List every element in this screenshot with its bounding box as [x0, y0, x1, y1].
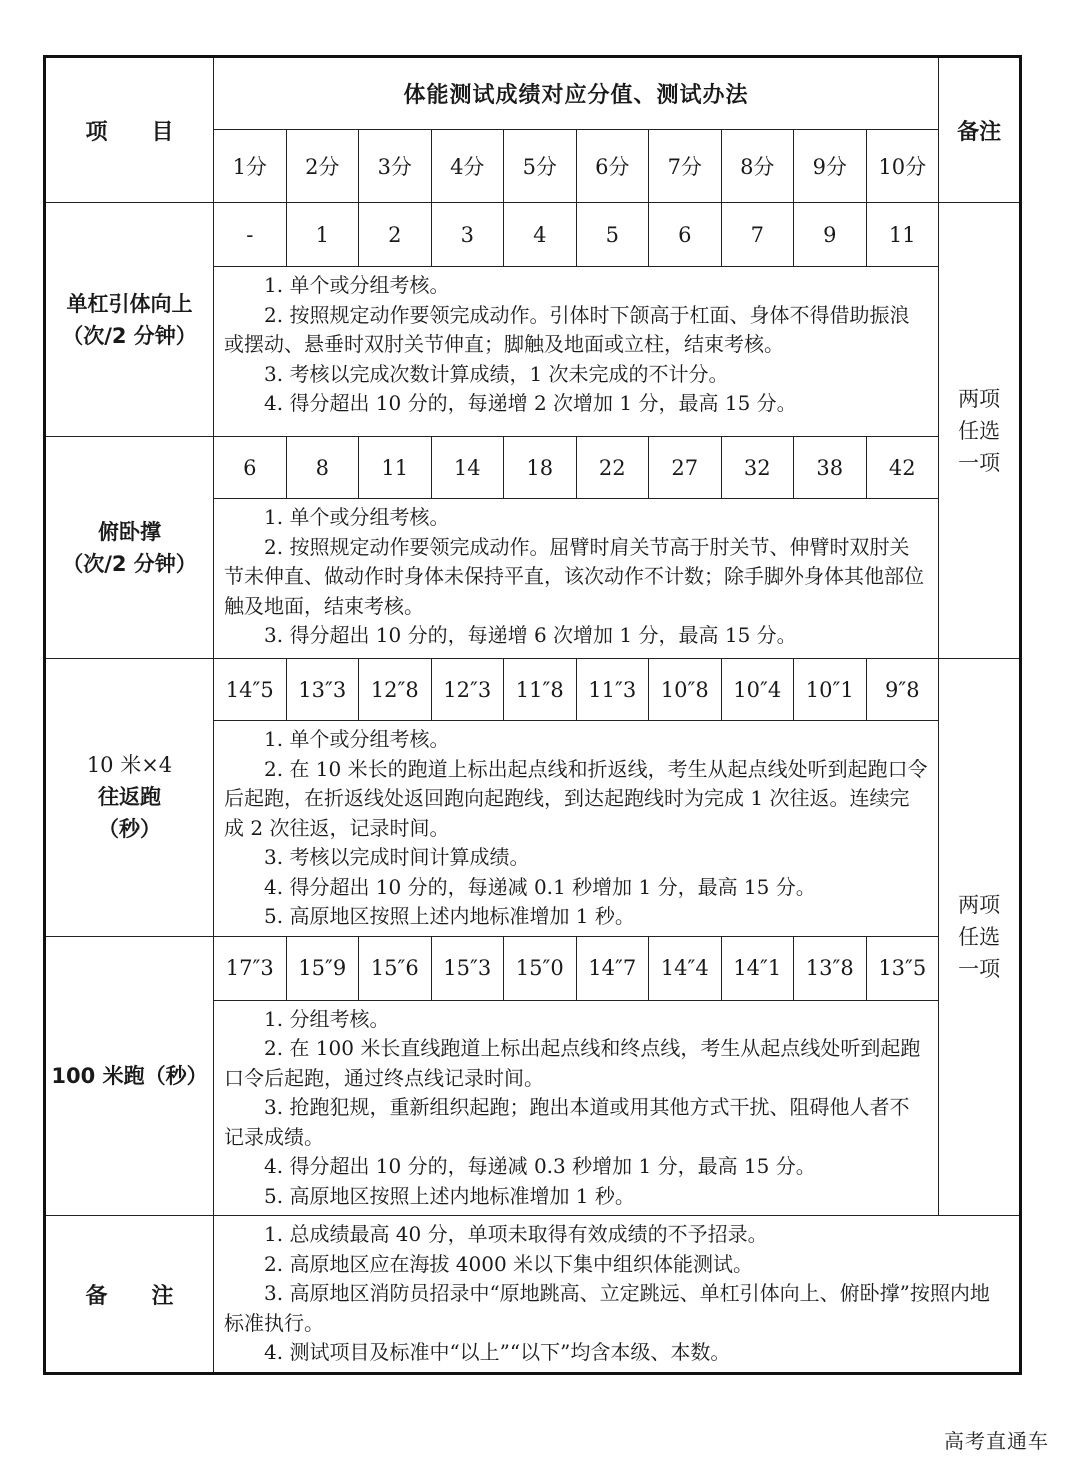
- value-cell: 15″3: [431, 936, 504, 1000]
- score-cell: 1分: [214, 130, 287, 203]
- pushup-name-line2: （次/2 分钟）: [62, 551, 197, 576]
- sprint-values-row: [45, 936, 1021, 1000]
- pushup-rules: [214, 499, 939, 659]
- rule-line: 1. 分组考核。: [264, 1006, 390, 1031]
- shuttle-name-line1: 10 米×4: [86, 753, 173, 778]
- rule-line: 2. 按照规定动作要领完成动作。屈臂时肩关节高于肘关节、伸臂时双肘关节未伸直、做动作时身体未保持平直，该次动作不计数；除手脚外身体其他部位触及地面，结束考核。: [224, 534, 924, 618]
- shuttle-rules: [214, 721, 939, 937]
- rule-line: 1. 单个或分组考核。: [264, 273, 450, 297]
- fitness-test-table: [43, 55, 1022, 1375]
- value-cell: 22: [576, 437, 649, 499]
- watermark: 高考直通车: [944, 1429, 1049, 1453]
- score-cell: 10分: [866, 130, 939, 203]
- score-cell: 7分: [649, 130, 722, 203]
- note-line: 4. 测试项目及标准中“以上”“以下”均含本级、本数。: [264, 1340, 731, 1364]
- footer-row: [45, 1216, 1021, 1374]
- value-cell: 6: [214, 437, 287, 499]
- value-cell: 14″5: [214, 659, 287, 721]
- footer-label: 备 注: [45, 1216, 214, 1374]
- value-cell: 3: [431, 203, 504, 267]
- rule-line: 1. 单个或分组考核。: [264, 727, 450, 751]
- value-cell: 13″8: [794, 936, 867, 1000]
- rule-line: 3. 考核以完成时间计算成绩。: [264, 845, 530, 869]
- value-cell: 9: [794, 203, 867, 267]
- value-cell: 14: [431, 437, 504, 499]
- score-cell: 4分: [431, 130, 504, 203]
- pullup-rules: [214, 267, 939, 437]
- sprint-rules: [214, 1000, 939, 1216]
- value-cell: 1: [286, 203, 359, 267]
- value-cell: 32: [721, 437, 794, 499]
- value-cell: 13″3: [286, 659, 359, 721]
- value-cell: 14″7: [576, 936, 649, 1000]
- remark-either-one-1: [939, 203, 1021, 659]
- rule-line: 3. 考核以完成次数计算成绩，1 次未完成的不计分。: [264, 361, 729, 386]
- remark-line: 一项: [958, 957, 1001, 981]
- shuttle-name-line2: 往返跑: [98, 785, 161, 810]
- value-cell: 15″9: [286, 936, 359, 1000]
- rule-line: 2. 在 100 米长直线跑道上标出起点线和终点线，考生从起点线处听到起跑口令后起跑，通过终点线记录时间。: [224, 1036, 921, 1090]
- value-cell: 15″0: [504, 936, 577, 1000]
- rule-line: 1. 单个或分组考核。: [264, 505, 450, 529]
- header-row-1: [45, 57, 1021, 130]
- value-cell: 10″1: [794, 659, 867, 721]
- value-cell: 27: [649, 437, 722, 499]
- pushup-name-line1: 俯卧撑: [98, 519, 161, 544]
- rule-line: 2. 在 10 米长的跑道上标出起点线和折返线，考生从起点线处听到起跑口令后起跑，在折返线处返回跑向起跑线，到达起跑线时为完成 1 次往返。连续完成 2 次往返，记录时间。: [224, 756, 928, 840]
- rule-line: 3. 抢跑犯规，重新组织起跑；跑出本道或用其他方式干扰、阻碍他人者不记录成绩。: [224, 1095, 910, 1149]
- pushup-values-row: [45, 437, 1021, 499]
- rule-line: 5. 高原地区按照上述内地标准增加 1 秒。: [264, 904, 635, 928]
- item-header: 项 目: [45, 57, 214, 203]
- remark-line: 两项: [958, 893, 1001, 917]
- value-cell: 4: [504, 203, 577, 267]
- value-cell: 38: [794, 437, 867, 499]
- score-cell: 2分: [286, 130, 359, 203]
- value-cell: 15″6: [359, 936, 432, 1000]
- remark-line: 两项: [958, 386, 1001, 411]
- note-line: 1. 总成绩最高 40 分，单项未取得有效成绩的不予招录。: [264, 1222, 768, 1246]
- footer-notes: [214, 1216, 1021, 1374]
- value-cell: 18: [504, 437, 577, 499]
- rule-line: 4. 得分超出 10 分的，每递减 0.1 秒增加 1 分，最高 15 分。: [264, 874, 816, 899]
- rule-line: 5. 高原地区按照上述内地标准增加 1 秒。: [264, 1183, 635, 1208]
- note-line: 3. 高原地区消防员招录中“原地跳高、立定跳远、单杠引体向上、俯卧撑”按照内地标准执行。: [224, 1281, 990, 1335]
- pullup-name-line2: （次/2 分钟）: [62, 323, 197, 348]
- pullup-values-row: [45, 203, 1021, 267]
- shuttle-name: [45, 659, 214, 937]
- remark-line: 任选: [958, 418, 1001, 443]
- value-cell: -: [214, 203, 287, 267]
- remark-line: 一项: [958, 450, 1001, 475]
- value-cell: 10″4: [721, 659, 794, 721]
- remark-line: 任选: [958, 925, 1001, 949]
- pushup-name: [45, 437, 214, 659]
- table-title: 体能测试成绩对应分值、测试办法: [214, 57, 939, 130]
- sprint-name-line1: 100 米跑（秒）: [51, 1063, 208, 1088]
- rule-line: 2. 按照规定动作要领完成动作。引体时下颌高于杠面、身体不得借助振浪或摆动、悬垂时双肘关节伸直；脚触及地面或立柱，结束考核。: [224, 302, 910, 356]
- note-header: 备注: [939, 57, 1021, 203]
- value-cell: 6: [649, 203, 722, 267]
- value-cell: 13″5: [866, 936, 939, 1000]
- value-cell: 14″1: [721, 936, 794, 1000]
- pullup-name-line1: 单杠引体向上: [66, 291, 193, 316]
- note-line: 2. 高原地区应在海拔 4000 米以下集中组织体能测试。: [264, 1251, 754, 1276]
- value-cell: 7: [721, 203, 794, 267]
- value-cell: 10″8: [649, 659, 722, 721]
- value-cell: 11: [866, 203, 939, 267]
- value-cell: 5: [576, 203, 649, 267]
- score-cell: 3分: [359, 130, 432, 203]
- value-cell: 11″8: [504, 659, 577, 721]
- value-cell: 17″3: [214, 936, 287, 1000]
- sprint-name: [45, 936, 214, 1216]
- score-cell: 8分: [721, 130, 794, 203]
- rule-line: 3. 得分超出 10 分的，每递增 6 次增加 1 分，最高 15 分。: [264, 623, 797, 647]
- score-cell: 6分: [576, 130, 649, 203]
- value-cell: 14″4: [649, 936, 722, 1000]
- value-cell: 11″3: [576, 659, 649, 721]
- score-cell: 9分: [794, 130, 867, 203]
- pullup-name: [45, 203, 214, 437]
- value-cell: 12″3: [431, 659, 504, 721]
- shuttle-name-line3: （秒）: [98, 817, 161, 842]
- value-cell: 42: [866, 437, 939, 499]
- value-cell: 8: [286, 437, 359, 499]
- score-cell: 5分: [504, 130, 577, 203]
- rule-line: 4. 得分超出 10 分的，每递减 0.3 秒增加 1 分，最高 15 分。: [264, 1154, 816, 1178]
- value-cell: 11: [359, 437, 432, 499]
- rule-line: 4. 得分超出 10 分的，每递增 2 次增加 1 分，最高 15 分。: [264, 391, 797, 415]
- value-cell: 2: [359, 203, 432, 267]
- shuttle-values-row: [45, 659, 1021, 721]
- remark-either-one-2: [939, 659, 1021, 1216]
- value-cell: 9″8: [866, 659, 939, 721]
- value-cell: 12″8: [359, 659, 432, 721]
